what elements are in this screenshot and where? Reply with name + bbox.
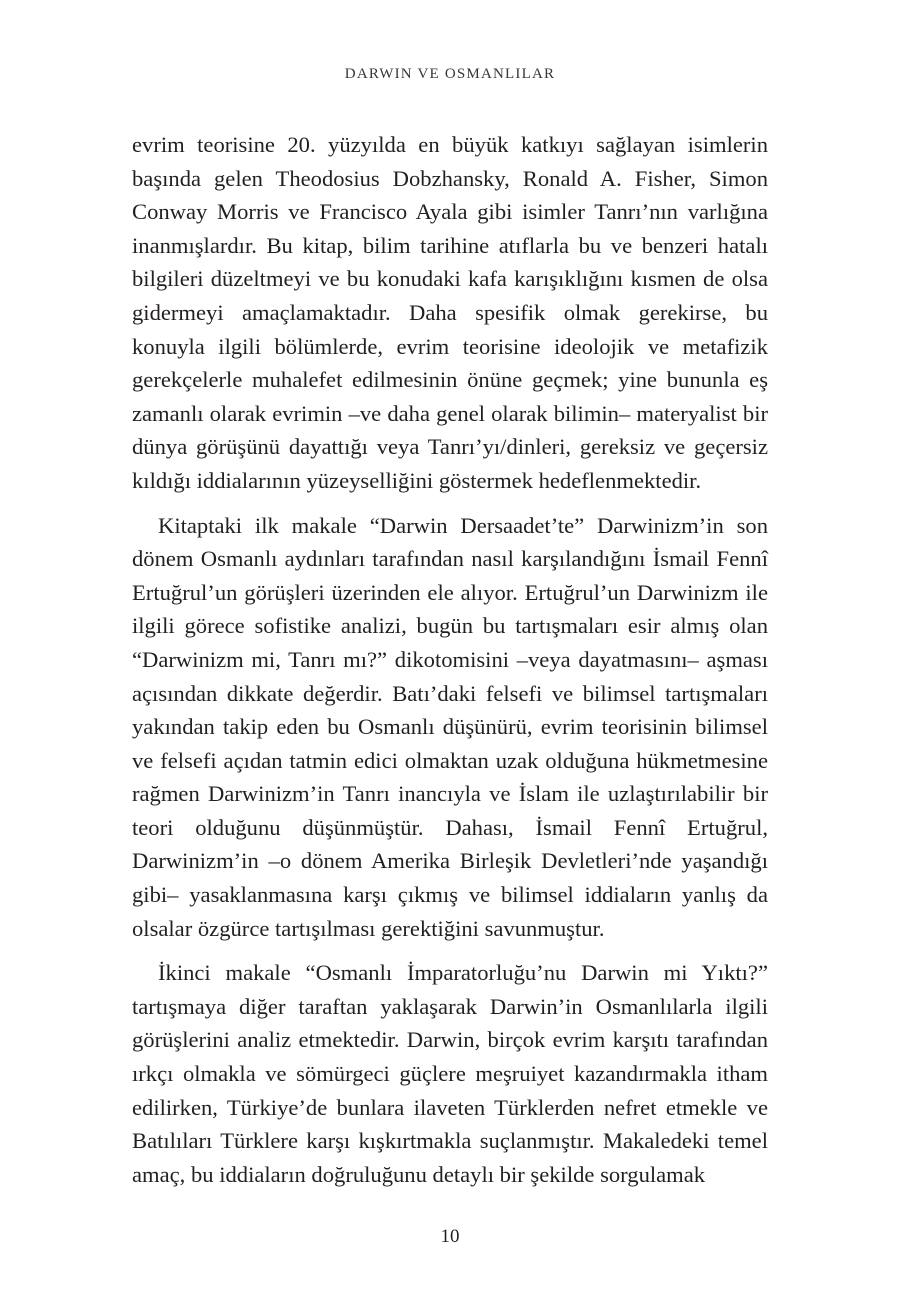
body-text xyxy=(132,128,768,1202)
page-number: 10 xyxy=(440,1226,460,1247)
paragraph-first-article: Kitaptaki ilk makale “Darwin Dersaadet’te” Darwinizm’in son dönem Osmanlı aydınları tarafından nasıl karşılandığını İsmail Fennî Ertuğrul’un görüşleri üzerinden ele alıyor. Ertuğrul’un Darwinizm ile ilgili görece sofistike analizi, bugün bu tartışmaları esir almış olan “Darwinizm mi, Tanrı mı?” dikotomisini –veya dayatmasını– aşması açısından dikkate değerdir. Batı’daki felsefi ve bilimsel tartışmaları yakından takip eden bu Osmanlı düşünürü, evrim teorisinin bilimsel ve felsefi açıdan tatmin edici olmaktan uzak olduğuna hükmetmesine rağmen Darwinizm’in Tanrı inancıyla ve İslam ile uzlaştırılabilir bir teori olduğunu düşünmüştür. Dahası, İsmail Fennî Ertuğrul, Darwinizm’in –o dönem Amerika Birleşik Devletleri’nde yaşandığı gibi– yasaklanmasına karşı çıkmış ve bilimsel iddiaların yanlış da olsalar özgürce tartışılması gerektiğini savunmuştur. xyxy=(132,512,768,941)
running-header: DARWIN VE OSMANLILAR xyxy=(344,66,556,82)
paragraph-second-article: İkinci makale “Osmanlı İmparatorluğu’nu Darwin mi Yıktı?” tartışmaya diğer taraftan yaklaşarak Darwin’in Osmanlılarla ilgili görüşlerini analiz etmektedir. Darwin, birçok evrim karşıtı tarafından ırkçı olmakla ve sömürgeci güçlere meşruiyet kazandırmakla itham edilirken, Türkiye’de bunlara ilaveten Türklerden nefret etmekle ve Batılıları Türklere karşı kışkırtmakla suçlanmıştır. Makaledeki temel amaç, bu iddiaların doğruluğunu detaylı bir şekilde sorgulamak xyxy=(132,960,768,1187)
paragraph-continuation: evrim teorisine 20. yüzyılda en büyük katkıyı sağlayan isimlerin başında gelen Theodosius Dobzhansky, Ronald A. Fisher, Simon Conway Morris ve Francisco Ayala gibi isimler Tanrı’nın varlığına inanmışlardır. Bu kitap, bilim tarihine atıflarla bu ve benzeri hatalı bilgileri düzeltmeyi ve bu konudaki kafa karışıklığını kısmen de olsa gidermeyi amaçlamaktadır. Daha spesifik olmak gerekirse, bu konuyla ilgili bölümlerde, evrim teorisine ideolojik ve metafizik gerekçelerle muhalefet edilmesinin önüne geçmek; yine bununla eş zamanlı olarak evrimin –ve daha genel olarak bilimin– materyalist bir dünya görüşünü dayattığı veya Tanrı’yı/dinleri, gereksiz ve geçersiz kıldığı iddialarının yüzeyselliğini göstermek hedeflenmektedir. xyxy=(132,132,768,493)
